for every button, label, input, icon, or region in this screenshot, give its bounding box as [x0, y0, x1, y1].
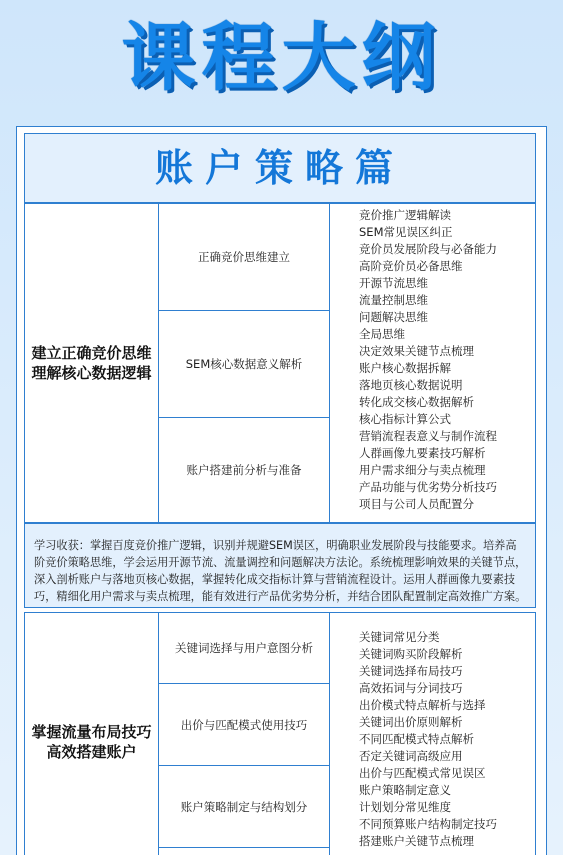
module-2-topic-3 [158, 765, 330, 848]
list-item: 出价模式特点解析与选择 [359, 698, 486, 712]
topic-label: 关键词选择与用户意图分析 [175, 641, 313, 655]
list-item: 关键词选择布局技巧 [359, 664, 463, 678]
module-2-points-list [359, 629, 497, 850]
list-item: 项目与公司人员配置分 [359, 497, 474, 511]
module-2-topic-4 [158, 847, 330, 855]
list-item: 关键词购买阶段解析 [359, 647, 463, 661]
list-item: 产品功能与优劣势分析技巧 [359, 480, 497, 494]
module-2-theme-text: 掌握流量布局技巧 高效搭建账户 [31, 723, 152, 761]
list-item: 搭建账户关键节点梳理 [359, 834, 474, 848]
module-2-topic-2 [158, 683, 330, 766]
list-item: 关键词常见分类 [359, 630, 440, 644]
list-item: 高效拓词与分词技巧 [359, 681, 463, 695]
list-item: 落地页核心数据说明 [359, 378, 463, 392]
list-item: 关键词出价原则解析 [359, 715, 463, 729]
list-item: 开源节流思维 [359, 276, 428, 290]
module-2-theme [24, 612, 159, 855]
topic-label: SEM核心数据意义解析 [185, 357, 303, 371]
list-item: 竞价推广逻辑解读 [359, 208, 451, 222]
list-item: 否定关键词高级应用 [359, 749, 463, 763]
module-1-topic-3 [158, 417, 330, 523]
section-title: 账户策略篇 [24, 133, 536, 203]
module-1-theme-text: 建立正确竞价思维 理解核心数据逻辑 [31, 344, 152, 382]
list-item: 高阶竞价员必备思维 [359, 259, 463, 273]
module-1-topic-1 [158, 203, 330, 311]
list-item: 全局思维 [359, 327, 405, 341]
list-item: 核心指标计算公式 [359, 412, 451, 426]
list-item: 用户需求细分与卖点梳理 [359, 463, 486, 477]
topic-label: 账户策略制定与结构划分 [180, 799, 308, 814]
list-item: 不同匹配模式特点解析 [359, 732, 474, 746]
list-item: 账户策略制定意义 [359, 783, 451, 797]
list-item: 账户核心数据拆解 [359, 361, 451, 375]
list-item: 不同预算账户结构制定技巧 [359, 817, 497, 831]
module-2-topic-1 [158, 612, 330, 684]
list-item: 决定效果关键节点梳理 [359, 344, 474, 358]
list-item: 营销流程表意义与制作流程 [359, 429, 497, 443]
module-1-topic-2 [158, 310, 330, 418]
topic-label: 正确竞价思维建立 [198, 250, 290, 264]
list-item: 转化成交核心数据解析 [359, 395, 474, 409]
list-item: 计划划分常见维度 [359, 800, 451, 814]
list-item: 问题解决思维 [359, 310, 428, 324]
topic-label: 出价与匹配模式使用技巧 [180, 717, 308, 732]
topic-label: 账户搭建前分析与准备 [186, 463, 302, 477]
module-1-theme [24, 203, 159, 523]
list-item: 人群画像九要素技巧解析 [359, 446, 486, 460]
module-1-points-list [359, 207, 497, 513]
page-title: 课程大纲 [121, 15, 442, 101]
list-item: 竞价员发展阶段与必备能力 [359, 242, 497, 256]
list-item: 流量控制思维 [359, 293, 428, 307]
learning-outcome: 学习收获：掌握百度竞价推广逻辑，识别并规避SEM误区，明确职业发展阶段与技能要求。培养高阶竞价策略思维，学会运用开源节流、流量调控和问题解决方法论。系统梳理影响效果的关键节点，深入剖析账户与落地页核心数据，掌握转化成交指标计算与营销流程设计。运用人群画像九要素技巧，精细化用户需求与卖点梳理，能有效进行产品优劣势分析，并结合团队配置制定高效推广方案。 [24, 523, 536, 608]
list-item: 出价与匹配模式常见误区 [359, 766, 486, 780]
list-item: SEM常见误区纠正 [359, 225, 453, 239]
